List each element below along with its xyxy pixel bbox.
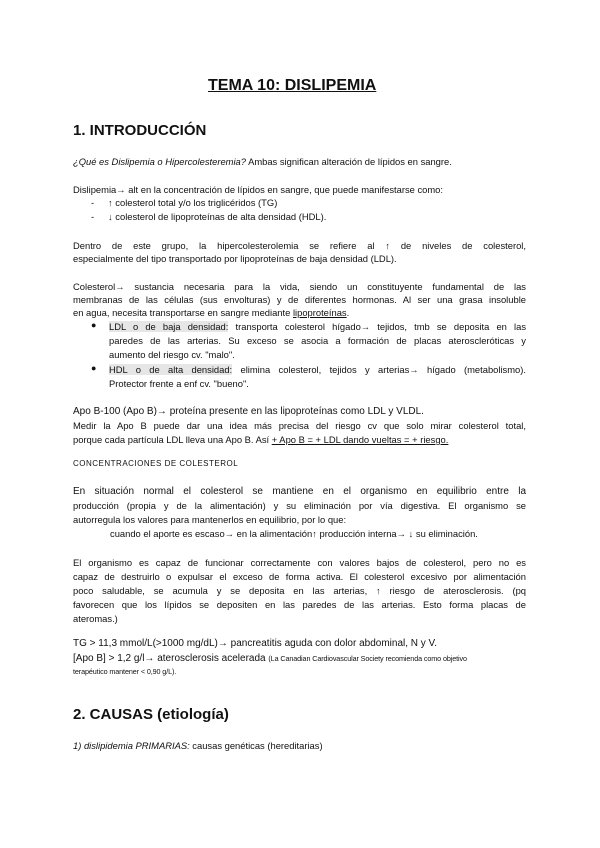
indented-line: cuando el aporte es escaso→ en la alimentación↑ producción interna→ ↓ su eliminación. bbox=[110, 528, 478, 539]
text-span: . bbox=[346, 307, 350, 318]
ldl-line bbox=[109, 320, 526, 333]
paragraph-line bbox=[73, 306, 349, 319]
ldl-line: paredes de las arterias. Su exceso se asocia a formación de placas ateroscleróticas y bbox=[109, 335, 526, 346]
underlined-conclusion: + Apo B = + LDL dando vueltas = + riesgo. bbox=[271, 434, 449, 445]
apob-line bbox=[73, 433, 448, 446]
hdl-line bbox=[109, 363, 526, 376]
primarias-label: 1) dislipidemia PRIMARIAS: bbox=[73, 740, 190, 751]
paragraph-line: especialmente del tipo transportado por lipoproteínas de baja densidad (LDL). bbox=[73, 253, 397, 264]
small-note: (La Canadian Cardiovascular Society recomienda como objetivo bbox=[268, 654, 467, 663]
definition-line: Dislipemia→ alt en la concentración de lípidos en sangre, que puede manifestarse como: bbox=[73, 184, 444, 195]
text-span: [Apo B] > 1,2 g/l→ aterosclerosis acelerada bbox=[73, 653, 269, 664]
paragraph-line: En situación normal el colesterol se mantiene en el organismo en equilibrio entre la bbox=[73, 486, 526, 497]
text-span: porque cada partícula LDL lleva una Apo B. Así bbox=[73, 434, 272, 445]
paragraph-line: poco saludable, se acumula y se deposita en las arterias, ↑ riesgo de aterosclerosis. (pq bbox=[73, 585, 526, 596]
small-note-line: terapéutico mantener < 0,90 g/L). bbox=[73, 667, 177, 676]
section-heading-causas: 2. CAUSAS (etiología) bbox=[73, 706, 229, 723]
apob-limit-line bbox=[73, 652, 467, 666]
text-span: causas genéticas (hereditarias) bbox=[189, 740, 323, 751]
paragraph-line: ateromas.) bbox=[73, 613, 118, 624]
section-heading-introduccion: 1. INTRODUCCIÓN bbox=[73, 122, 207, 139]
hdl-line: Protector frente a enf cv. "bueno". bbox=[109, 378, 249, 389]
paragraph-line: Dentro de este grupo, la hipercolesterolemia se refiere al ↑ de niveles de colesterol, bbox=[73, 240, 526, 251]
underlined-term: lipoproteínas bbox=[292, 307, 347, 318]
paragraph-line: Colesterol→ sustancia necesaria para la vida, siendo un constituyente fundamental de las bbox=[73, 281, 526, 292]
highlighted-term-hdl: HDL o de alta densidad: bbox=[109, 364, 233, 375]
subheading-concentraciones: CONCENTRACIONES DE COLESTEROL bbox=[73, 459, 239, 468]
text-span: elimina colesterol, tejidos y arterias→ hígado (metabolismo). bbox=[232, 364, 526, 375]
page-title: TEMA 10: DISLIPEMIA bbox=[208, 77, 377, 94]
paragraph-line: capaz de destruirlo o expulsar el exceso de forma activa. El colesterol excesivo por alimentación bbox=[73, 571, 526, 582]
apob-line: Apo B-100 (Apo B)→ proteína presente en las lipoproteínas como LDL y VLDL. bbox=[73, 406, 424, 417]
list-item: ↑ colesterol total y/o los triglicéridos (TG) bbox=[108, 197, 278, 208]
text-span: en agua, necesita transportarse en sangre mediante bbox=[73, 307, 293, 318]
ldl-line: aumento del riesgo cv. "malo". bbox=[109, 349, 235, 360]
highlighted-term-ldl: LDL o de baja densidad: bbox=[109, 321, 229, 332]
paragraph-line: producción (propia y de la alimentación) y su eliminación por vía digestiva. El organismo se bbox=[73, 500, 526, 511]
question-line bbox=[73, 155, 452, 168]
primarias-line bbox=[73, 739, 323, 752]
list-bullet: - bbox=[91, 211, 95, 222]
text-span: transporta colesterol hígado→ tejidos, tmb se deposita en las bbox=[228, 321, 527, 332]
list-item: ↓ colesterol de lipoproteínas de alta densidad (HDL). bbox=[108, 211, 327, 222]
paragraph-line: membranas de las células (sus envolturas) y de diferentes hormonas. Al ser una grasa insoluble bbox=[73, 294, 526, 305]
bullet-dot: ● bbox=[91, 320, 97, 330]
paragraph-line: favorecen que los lípidos se depositen en las paredes de las arterias. Esto forma placas de bbox=[73, 599, 526, 610]
list-bullet: - bbox=[91, 197, 95, 208]
paragraph-line: El organismo es capaz de funcionar correctamente con valores bajos de colesterol, pero no es bbox=[73, 557, 526, 568]
question-answer: Ambas significan alteración de lípidos en sangre. bbox=[245, 156, 452, 167]
apob-line: Medir la Apo B puede dar una idea más precisa del riesgo cv que solo mirar colesterol total, bbox=[73, 420, 526, 431]
paragraph-line: autorregula los valores para mantenerlos en equilibrio, por lo que: bbox=[73, 514, 347, 525]
bullet-dot: ● bbox=[91, 363, 97, 373]
tg-line: TG > 11,3 mmol/L(>1000 mg/dL)→ pancreatitis aguda con dolor abdominal, N y V. bbox=[73, 638, 438, 649]
question-text: ¿Qué es Dislipemia o Hipercolesteremia? bbox=[73, 156, 246, 167]
